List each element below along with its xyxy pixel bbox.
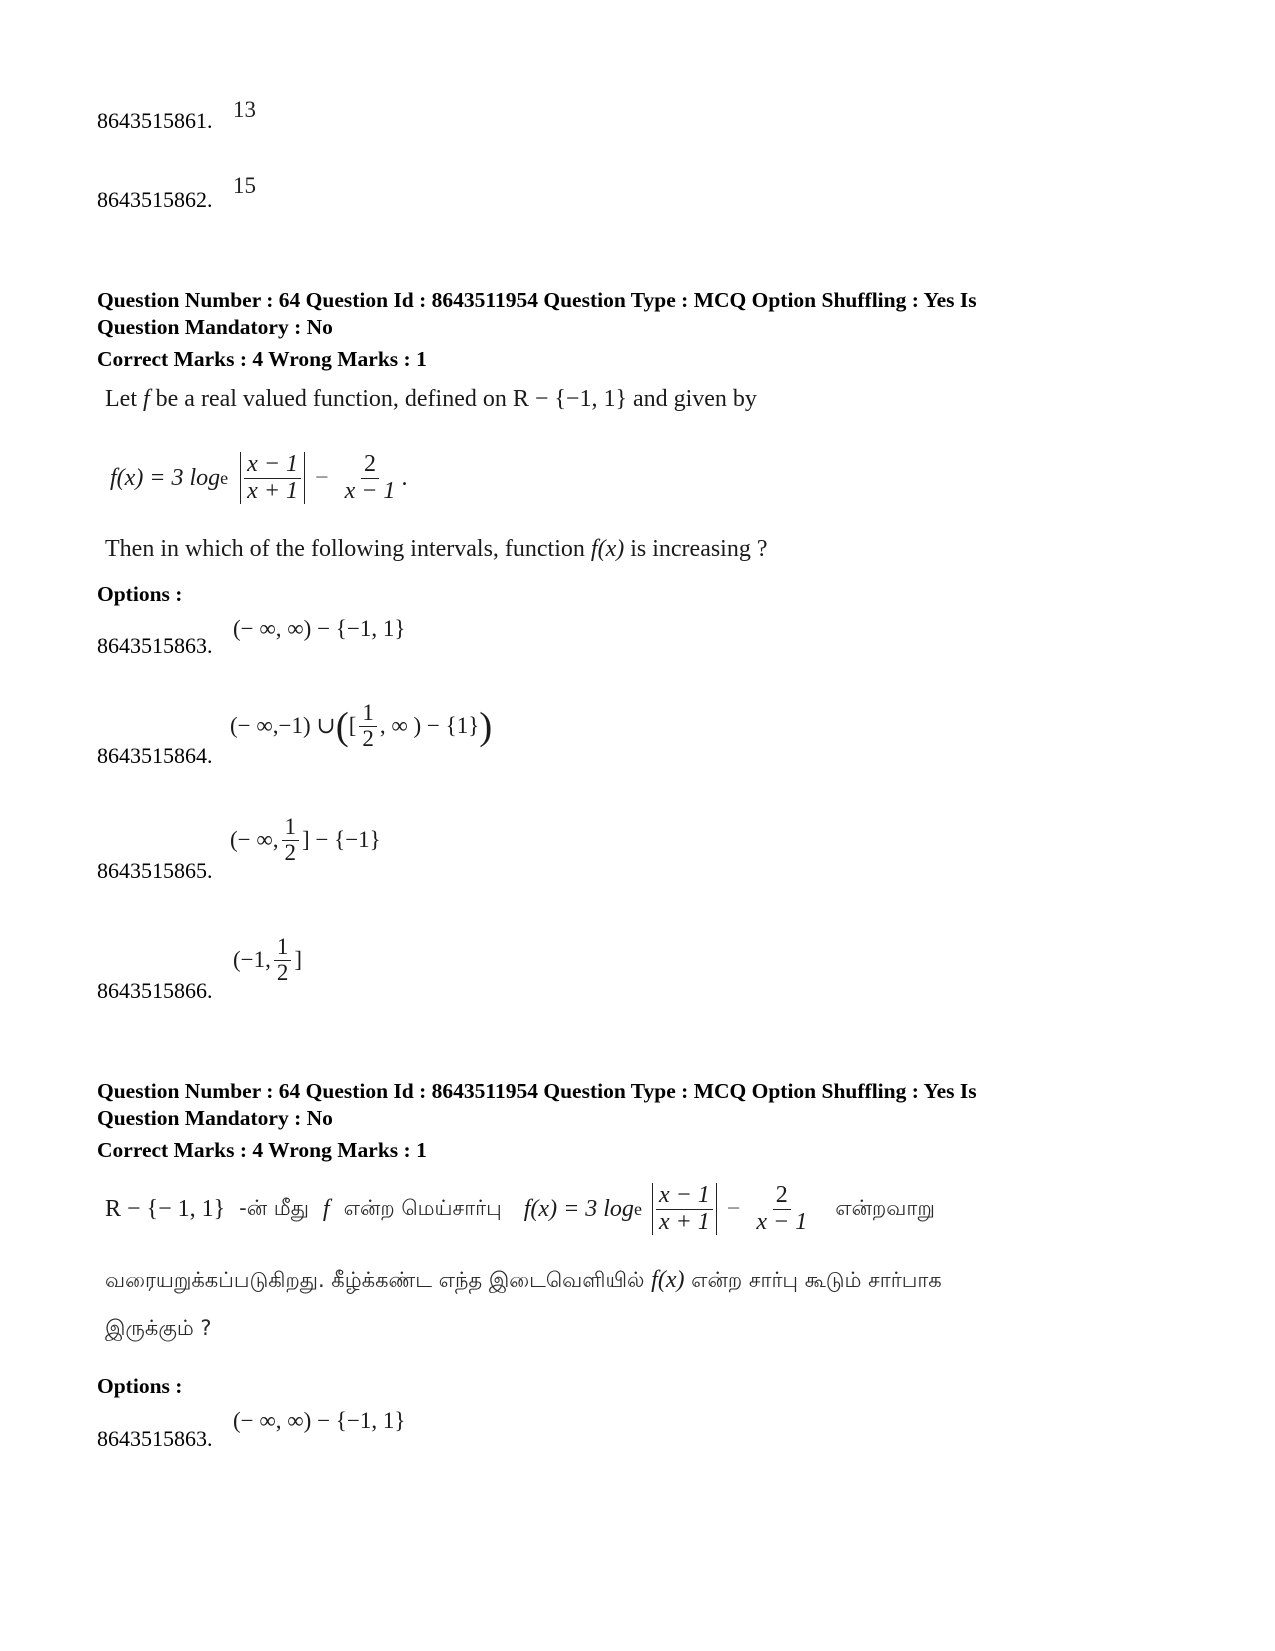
option-value: 13 xyxy=(233,97,256,122)
question-header-line: Question Mandatory : No xyxy=(97,315,333,339)
fraction-denominator: x − 1 xyxy=(344,477,396,504)
equation-lhs: f(x) = 3 log xyxy=(523,1195,634,1222)
option-id: 8643515861. xyxy=(97,108,213,133)
absolute-value xyxy=(240,452,305,503)
fraction-numerator: x − 1 xyxy=(244,452,301,478)
option-value xyxy=(230,808,381,872)
tamil-text: என்ற சார்பு கூடும் சார்பாக xyxy=(684,1268,942,1292)
tamil-text: வரையறுக்கப்படுகிறது. கீழ்க்கண்ட எந்த இடைவெளியில் xyxy=(105,1268,652,1292)
question-header-line: Question Number : 64 Question Id : 8643511954 Question Type : MCQ Option Shuffling : Yes Is xyxy=(97,1079,977,1103)
question-marks: Correct Marks : 4 Wrong Marks : 1 xyxy=(97,347,427,371)
function-expression: f(x) xyxy=(651,1267,685,1293)
option-id: 8643515863. xyxy=(97,1426,213,1451)
question-text xyxy=(105,536,768,563)
fraction-numerator: 1 xyxy=(274,935,292,960)
option-value: (− ∞, ∞) − {−1, 1} xyxy=(233,1408,406,1433)
options-label: Options : xyxy=(97,1374,183,1398)
interval-part: [ xyxy=(348,713,357,738)
option-id: 8643515864. xyxy=(97,743,213,768)
minus-sign: − xyxy=(315,464,329,491)
interval-part: (− ∞, xyxy=(230,827,279,852)
question-text-tamil xyxy=(105,1267,942,1295)
domain-set: R − {− 1, 1} xyxy=(105,1195,226,1222)
tamil-text: என்ற மெய்சார்பு xyxy=(343,1195,502,1220)
tamil-text: என்றவாறு xyxy=(835,1195,935,1220)
interval-part: ] xyxy=(294,947,303,972)
fraction xyxy=(244,452,301,503)
interval-part: (−1, xyxy=(233,947,271,972)
option-id: 8643515862. xyxy=(97,187,213,212)
function-expression: f(x) xyxy=(590,536,625,562)
fraction-numerator: 2 xyxy=(773,1183,791,1209)
options-label: Options : xyxy=(97,582,183,606)
fraction-numerator: 1 xyxy=(359,701,377,726)
tamil-text: -ன் மீது xyxy=(239,1195,309,1220)
function-equation xyxy=(110,445,407,511)
absolute-value xyxy=(652,1183,717,1234)
question-header-line: Question Number : 64 Question Id : 8643511954 Question Type : MCQ Option Shuffling : Yes Is xyxy=(97,288,977,312)
question-marks: Correct Marks : 4 Wrong Marks : 1 xyxy=(97,1138,427,1162)
fraction xyxy=(359,701,377,750)
fraction xyxy=(753,1183,810,1234)
statement-text: be a real valued function, defined on R − {−1, 1} and given by xyxy=(149,386,757,412)
left-paren: ( xyxy=(335,704,349,748)
interval-part: (− ∞,−1) ∪ xyxy=(230,713,336,738)
function-symbol: f xyxy=(142,386,150,412)
option-id: 8643515866. xyxy=(97,978,213,1003)
question-text-tamil: இருக்கும் ? xyxy=(105,1316,212,1340)
option-id: 8643515865. xyxy=(97,858,213,883)
equation-lhs: f(x) = 3 log xyxy=(110,464,221,491)
fraction-denominator: x + 1 xyxy=(658,1208,710,1235)
fraction-numerator: 2 xyxy=(361,452,379,478)
question-header xyxy=(97,1078,977,1132)
function-symbol: f xyxy=(322,1195,330,1222)
question-statement-tamil xyxy=(105,1176,935,1242)
question-statement xyxy=(105,386,757,413)
interval-part: ] − {−1} xyxy=(302,827,381,852)
fraction xyxy=(274,935,292,984)
question-text-part: is increasing ? xyxy=(624,536,768,562)
fraction-denominator: 2 xyxy=(362,725,374,751)
fraction-numerator: 1 xyxy=(282,815,300,840)
interval-part: , ∞ ) − {1} xyxy=(379,713,480,738)
option-value: (− ∞, ∞) − {−1, 1} xyxy=(233,616,406,641)
fraction xyxy=(656,1183,713,1234)
question-text-part: Then in which of the following intervals, function xyxy=(105,536,591,562)
statement-text: Let xyxy=(105,386,143,412)
fraction xyxy=(282,815,300,864)
minus-sign: − xyxy=(726,1195,741,1222)
option-value: 15 xyxy=(233,173,256,198)
fraction-denominator: 2 xyxy=(284,839,297,865)
question-header xyxy=(97,287,977,341)
function-equation xyxy=(524,1183,813,1234)
log-base: e xyxy=(633,1198,642,1219)
equation-end: . xyxy=(401,464,408,491)
right-paren: ) xyxy=(479,704,493,748)
fraction-numerator: x − 1 xyxy=(656,1183,713,1209)
option-id: 8643515863. xyxy=(97,633,213,658)
log-base: e xyxy=(220,467,229,488)
fraction-denominator: x − 1 xyxy=(756,1208,808,1235)
fraction xyxy=(342,452,399,503)
option-value xyxy=(230,694,492,758)
option-value xyxy=(233,928,302,992)
fraction-denominator: x + 1 xyxy=(247,477,299,504)
fraction-denominator: 2 xyxy=(276,959,289,985)
question-header-line: Question Mandatory : No xyxy=(97,1106,333,1130)
